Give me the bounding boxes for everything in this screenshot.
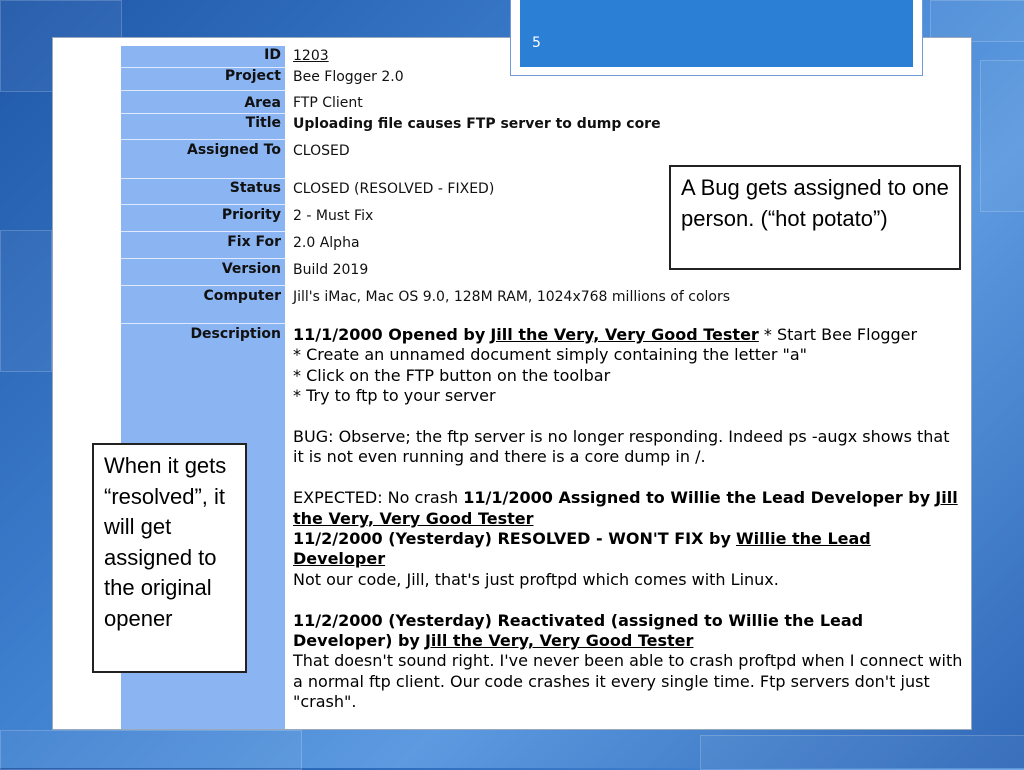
bug-id-link[interactable]: 1203 bbox=[293, 48, 329, 64]
callout-assigned: A Bug gets assigned to one person. (“hot potato”) bbox=[669, 165, 961, 270]
entry-header: 11/1/2000 Assigned to Willie the Lead Developer by bbox=[463, 488, 931, 508]
field-label-project: Project bbox=[121, 68, 285, 91]
title-value: Uploading file causes FTP server to dump core bbox=[293, 116, 661, 132]
entry-text: That doesn't sound right. I've never been able to crash proftpd when I connect with a normal ftp client. Our code crashes it every single time. Ftp servers don't just "crash". bbox=[293, 651, 963, 712]
field-label-id: ID bbox=[121, 47, 285, 68]
author-link[interactable]: Willie the Lead Developer bbox=[293, 529, 871, 569]
background-tile bbox=[980, 60, 1024, 212]
repro-step: * Start Bee Flogger bbox=[763, 325, 918, 344]
description-entry-assigned bbox=[293, 488, 965, 529]
entry-header: 11/1/2000 Opened by bbox=[293, 325, 486, 344]
area-value: FTP Client bbox=[293, 95, 363, 111]
slide-number: 5 bbox=[532, 35, 541, 51]
field-label-assigned-to: Assigned To bbox=[121, 142, 285, 179]
background-tile bbox=[0, 730, 302, 770]
entry-header: 11/2/2000 (Yesterday) Reactivated (assigned to Willie the Lead Developer) by bbox=[293, 610, 864, 651]
field-label-area: Area bbox=[121, 95, 285, 114]
entry-header: 11/2/2000 (Yesterday) RESOLVED - WON'T FIX by bbox=[293, 529, 731, 549]
expected-result: EXPECTED: No crash bbox=[293, 488, 459, 508]
field-label-priority: Priority bbox=[121, 207, 285, 232]
description-body bbox=[293, 325, 965, 713]
field-label-title: Title bbox=[121, 115, 285, 140]
fix-for-value: 2.0 Alpha bbox=[293, 235, 360, 251]
field-label-computer: Computer bbox=[121, 288, 285, 324]
author-link[interactable]: Jill the Very, Very Good Tester bbox=[424, 631, 694, 651]
priority-value: 2 - Must Fix bbox=[293, 208, 374, 224]
field-label-status: Status bbox=[121, 180, 285, 205]
field-label-version: Version bbox=[121, 261, 285, 286]
description-entry-resolved bbox=[293, 529, 965, 570]
repro-step: * Try to ftp to your server bbox=[293, 386, 496, 406]
callout-resolved: When it gets “resolved”, it will get assigned to the original opener bbox=[92, 443, 247, 673]
computer-value: Jill's iMac, Mac OS 9.0, 128M RAM, 1024x768 millions of colors bbox=[293, 289, 731, 305]
background-tile bbox=[0, 230, 52, 372]
background-tile bbox=[930, 0, 1024, 42]
author-link[interactable]: Jill the Very, Very Good Tester bbox=[490, 325, 759, 344]
repro-step: * Create an unnamed document simply containing the letter "a" bbox=[293, 345, 808, 365]
author-link[interactable]: Jill the Very, Very Good Tester bbox=[293, 488, 958, 528]
description-entry-reactivated bbox=[293, 611, 965, 652]
field-label-fix-for: Fix For bbox=[121, 234, 285, 259]
assigned-to-value: CLOSED bbox=[293, 143, 350, 159]
status-value: CLOSED (RESOLVED - FIXED) bbox=[293, 181, 495, 197]
version-value: Build 2019 bbox=[293, 262, 369, 278]
repro-step: * Click on the FTP button on the toolbar bbox=[293, 365, 611, 385]
slide-number-banner bbox=[510, 0, 923, 76]
field-label-description: Description bbox=[190, 326, 281, 342]
project-value: Bee Flogger 2.0 bbox=[293, 69, 404, 85]
entry-text: Not our code, Jill, that's just proftpd which comes with Linux. bbox=[293, 569, 779, 589]
bug-observation: BUG: Observe; the ftp server is no longer responding. Indeed ps -augx shows that it is not even running and there is a core dump in /. bbox=[293, 427, 950, 467]
slide-number-bar bbox=[520, 0, 913, 67]
description-entry-opened bbox=[293, 325, 965, 345]
background-tile bbox=[700, 735, 1024, 770]
